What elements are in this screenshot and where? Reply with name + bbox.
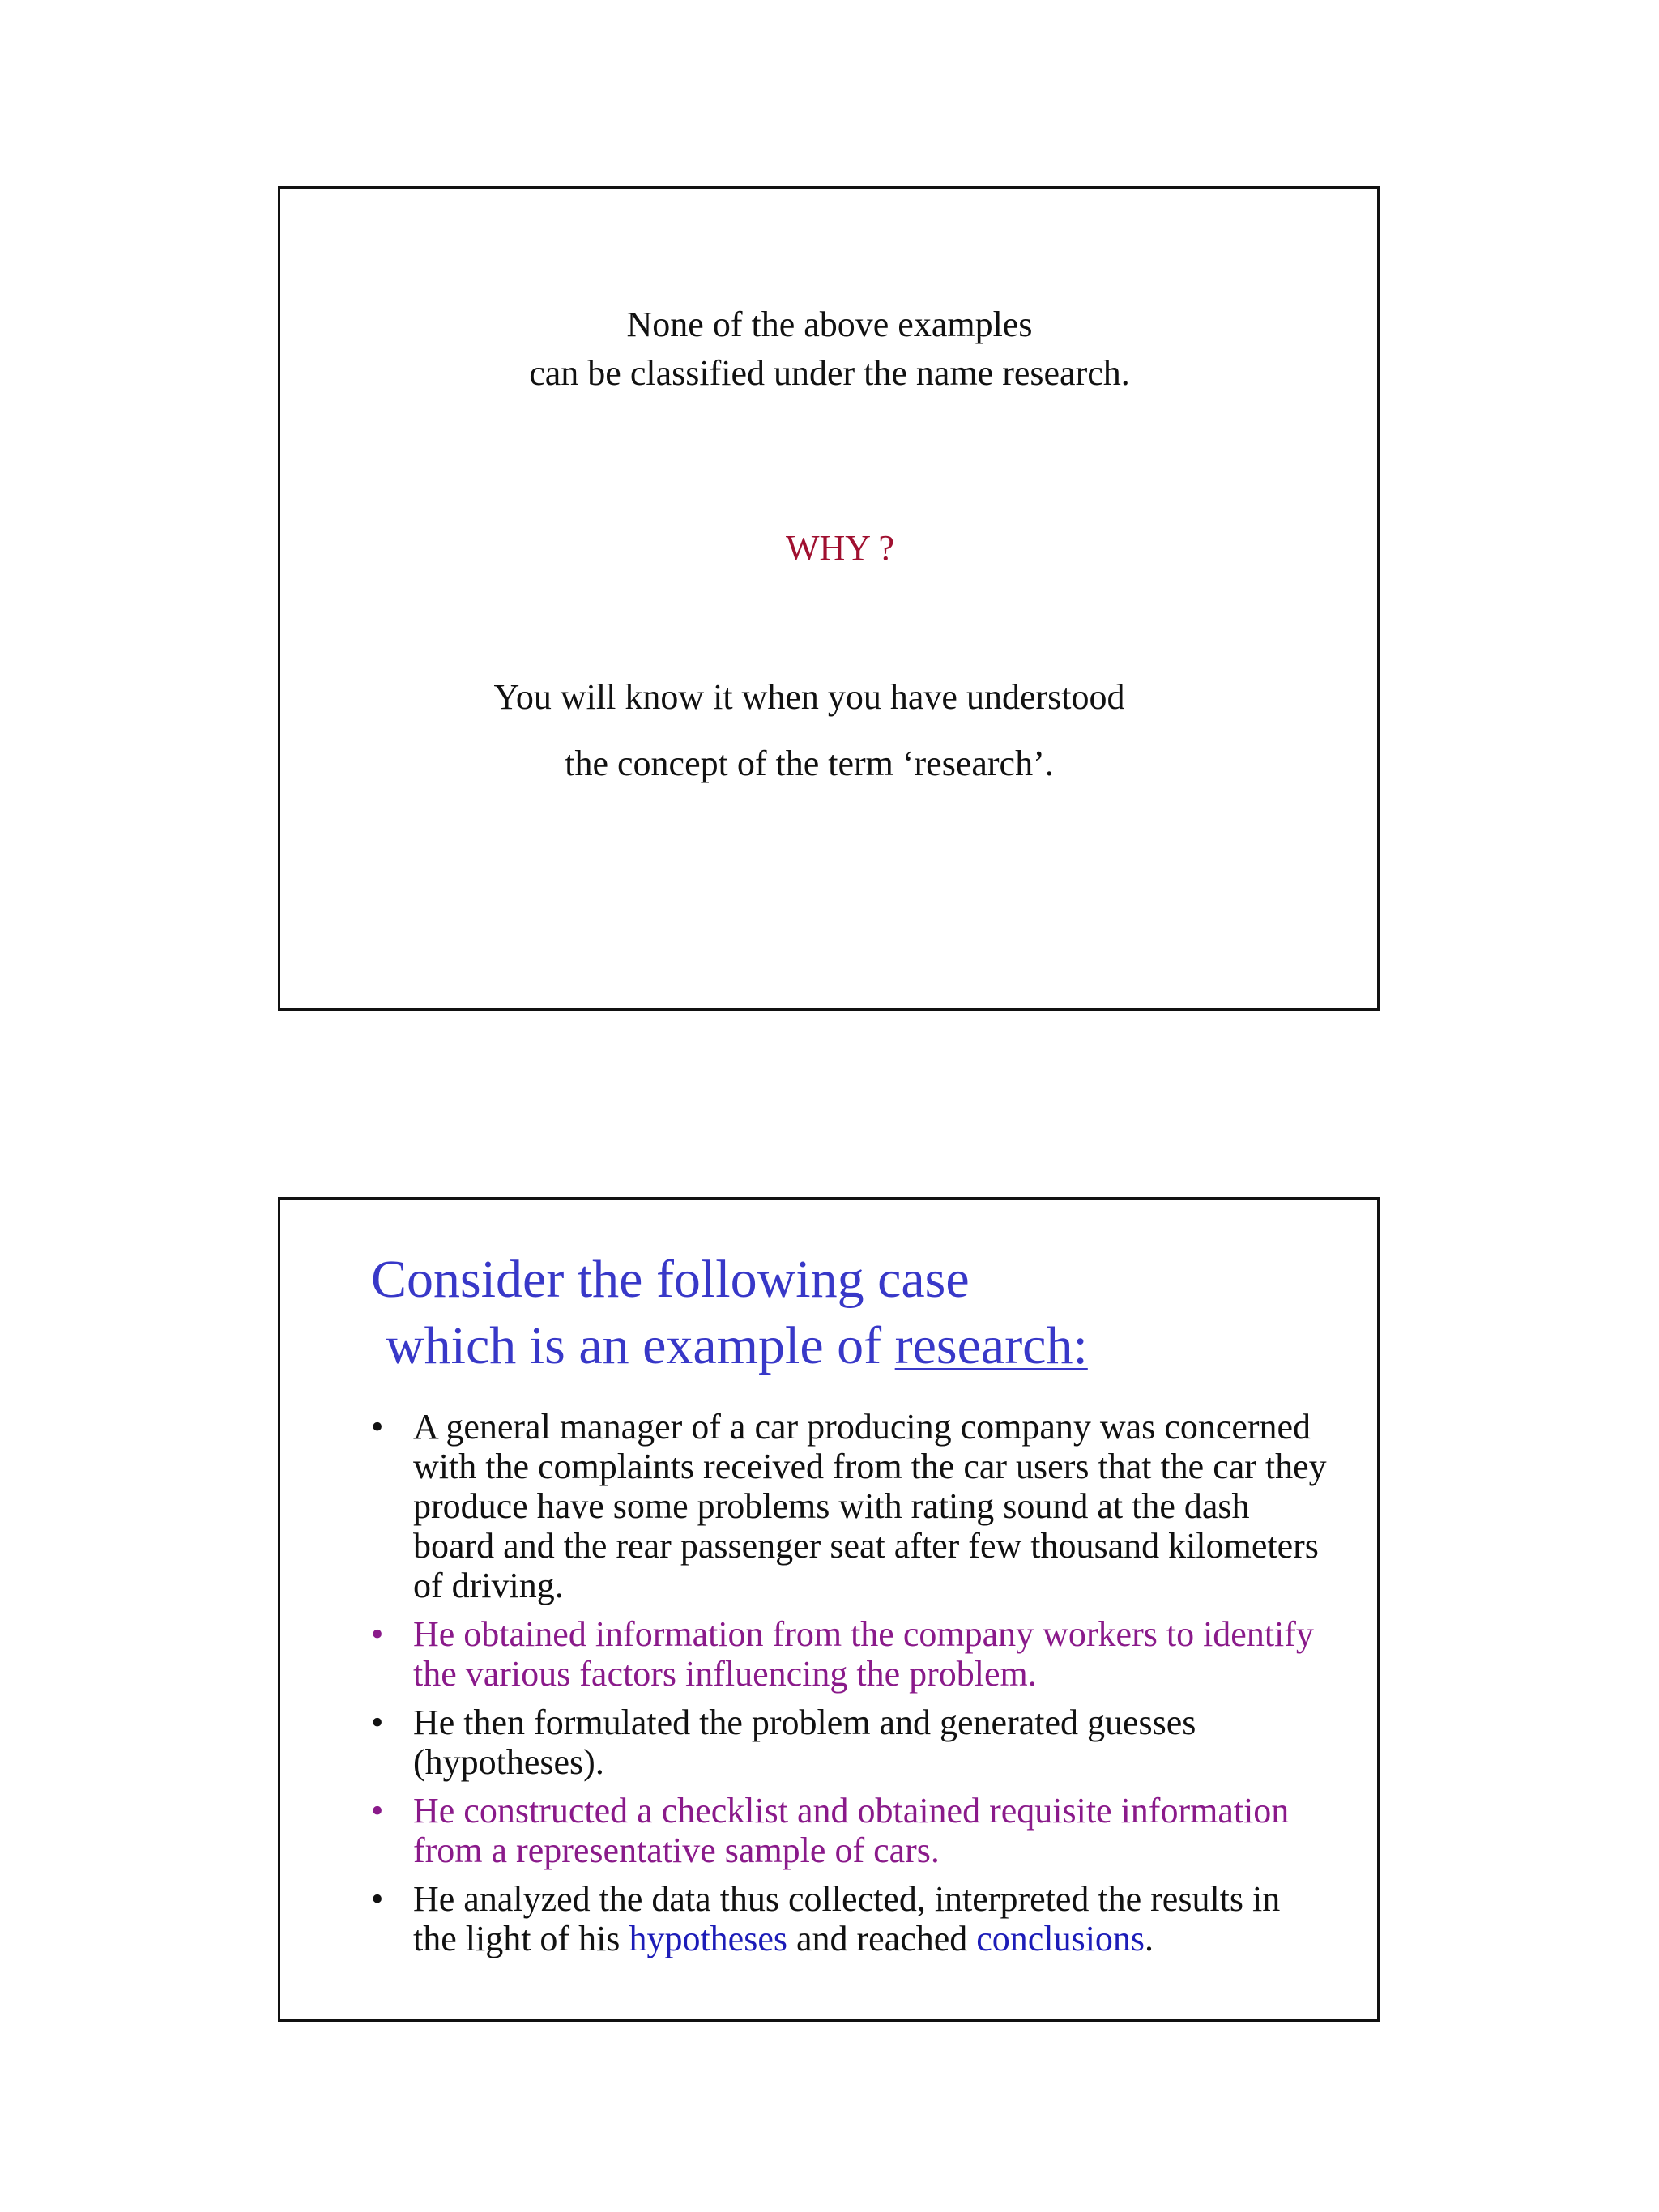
bullet-dot: • bbox=[371, 1879, 384, 1919]
slide1-line-3: You will know it when you have understood bbox=[493, 677, 1125, 717]
slide1-line-2: can be classified under the name research. bbox=[529, 353, 1130, 393]
bullet-text-part: He analyzed the data thus collected, interpreted the results in the light of his bbox=[413, 1879, 1281, 1958]
bullet-text: A general manager of a car producing company was concerned with the complaints received from the car users that the car they produce have some problems with rating sound at the dash board and the rear passenger seat after few thousand kilometers of driving. bbox=[413, 1407, 1327, 1605]
slide2-title-line-1: Consider the following case bbox=[371, 1250, 970, 1309]
bullet-text: He obtained information from the company workers to identify the various factors influencing the problem. bbox=[413, 1614, 1314, 1694]
slide1-line-4: the concept of the term ‘research’. bbox=[565, 744, 1054, 783]
slide-2 bbox=[278, 1197, 1380, 2022]
bullet-dot: • bbox=[371, 1407, 384, 1447]
bullet-dot: • bbox=[371, 1614, 384, 1654]
slide1-line-1: None of the above examples bbox=[626, 305, 1033, 344]
bullet-item bbox=[371, 1791, 1327, 1870]
bullet-dot: • bbox=[371, 1703, 384, 1742]
bullet-text-part: . bbox=[1145, 1919, 1154, 1958]
bullet-item bbox=[371, 1879, 1327, 1958]
slide-1 bbox=[278, 186, 1380, 1011]
slide2-title-line-2 bbox=[371, 1313, 1088, 1379]
bullet-text: He constructed a checklist and obtained requisite information from a representative sample of cars. bbox=[413, 1791, 1290, 1870]
bullet-text: He then formulated the problem and generated guesses (hypotheses). bbox=[413, 1703, 1196, 1782]
slide1-why-heading: WHY ? bbox=[786, 528, 894, 568]
slide2-title bbox=[371, 1247, 1088, 1379]
case-bullet-list bbox=[371, 1407, 1327, 1967]
bullet-item bbox=[371, 1614, 1327, 1694]
bullet-item bbox=[371, 1703, 1327, 1782]
bullet-text-part: and reached bbox=[787, 1919, 977, 1958]
bullet-item bbox=[371, 1407, 1327, 1605]
bullet-text bbox=[413, 1879, 1280, 1958]
bullet-dot: • bbox=[371, 1791, 384, 1831]
slide2-title-line-2-prefix: which is an example of bbox=[386, 1316, 895, 1375]
slide2-title-research-link[interactable]: research: bbox=[894, 1316, 1088, 1375]
conclusions-highlight: conclusions bbox=[976, 1919, 1145, 1958]
hypotheses-highlight: hypotheses bbox=[629, 1919, 787, 1958]
